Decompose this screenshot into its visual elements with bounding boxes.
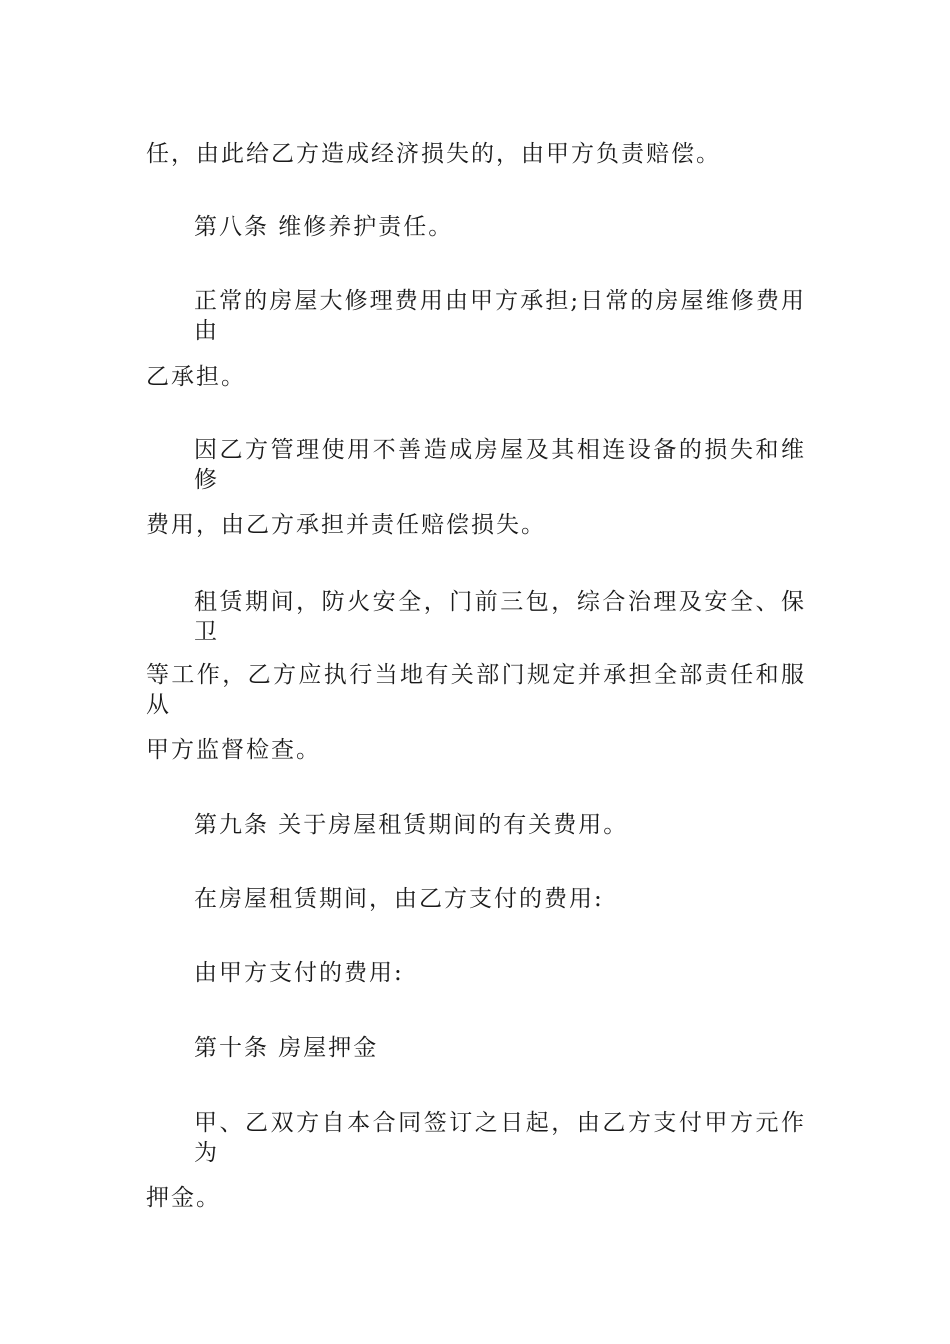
article-8-heading: 第八条 维修养护责任。 [194,214,454,240]
article-9-heading: 第九条 关于房屋租赁期间的有关费用。 [194,812,629,838]
text-line-9: 甲方监督检查。 [146,737,321,763]
text-line-8: 等工作，乙方应执行当地有关部门规定并承担全部责任和服从 [146,662,806,718]
text-line-14: 甲、乙双方自本合同签订之日起，由乙方支付甲方元作为 [194,1110,806,1166]
text-line-15: 押金。 [146,1185,221,1211]
text-line-7: 租赁期间，防火安全，门前三包，综合治理及安全、保卫 [194,589,806,645]
text-line-1: 任，由此给乙方造成经济损失的，由甲方负责赔偿。 [146,141,721,167]
text-line-4: 乙承担。 [146,364,246,390]
text-line-11: 在房屋租赁期间，由乙方支付的费用: [194,886,604,912]
text-line-5: 因乙方管理使用不善造成房屋及其相连设备的损失和维修 [194,437,806,493]
article-10-heading: 第十条 房屋押金 [194,1035,379,1061]
text-line-12: 由甲方支付的费用: [194,960,404,986]
text-line-3: 正常的房屋大修理费用由甲方承担;日常的房屋维修费用由 [194,288,806,344]
text-line-6: 费用，由乙方承担并责任赔偿损失。 [146,512,546,538]
